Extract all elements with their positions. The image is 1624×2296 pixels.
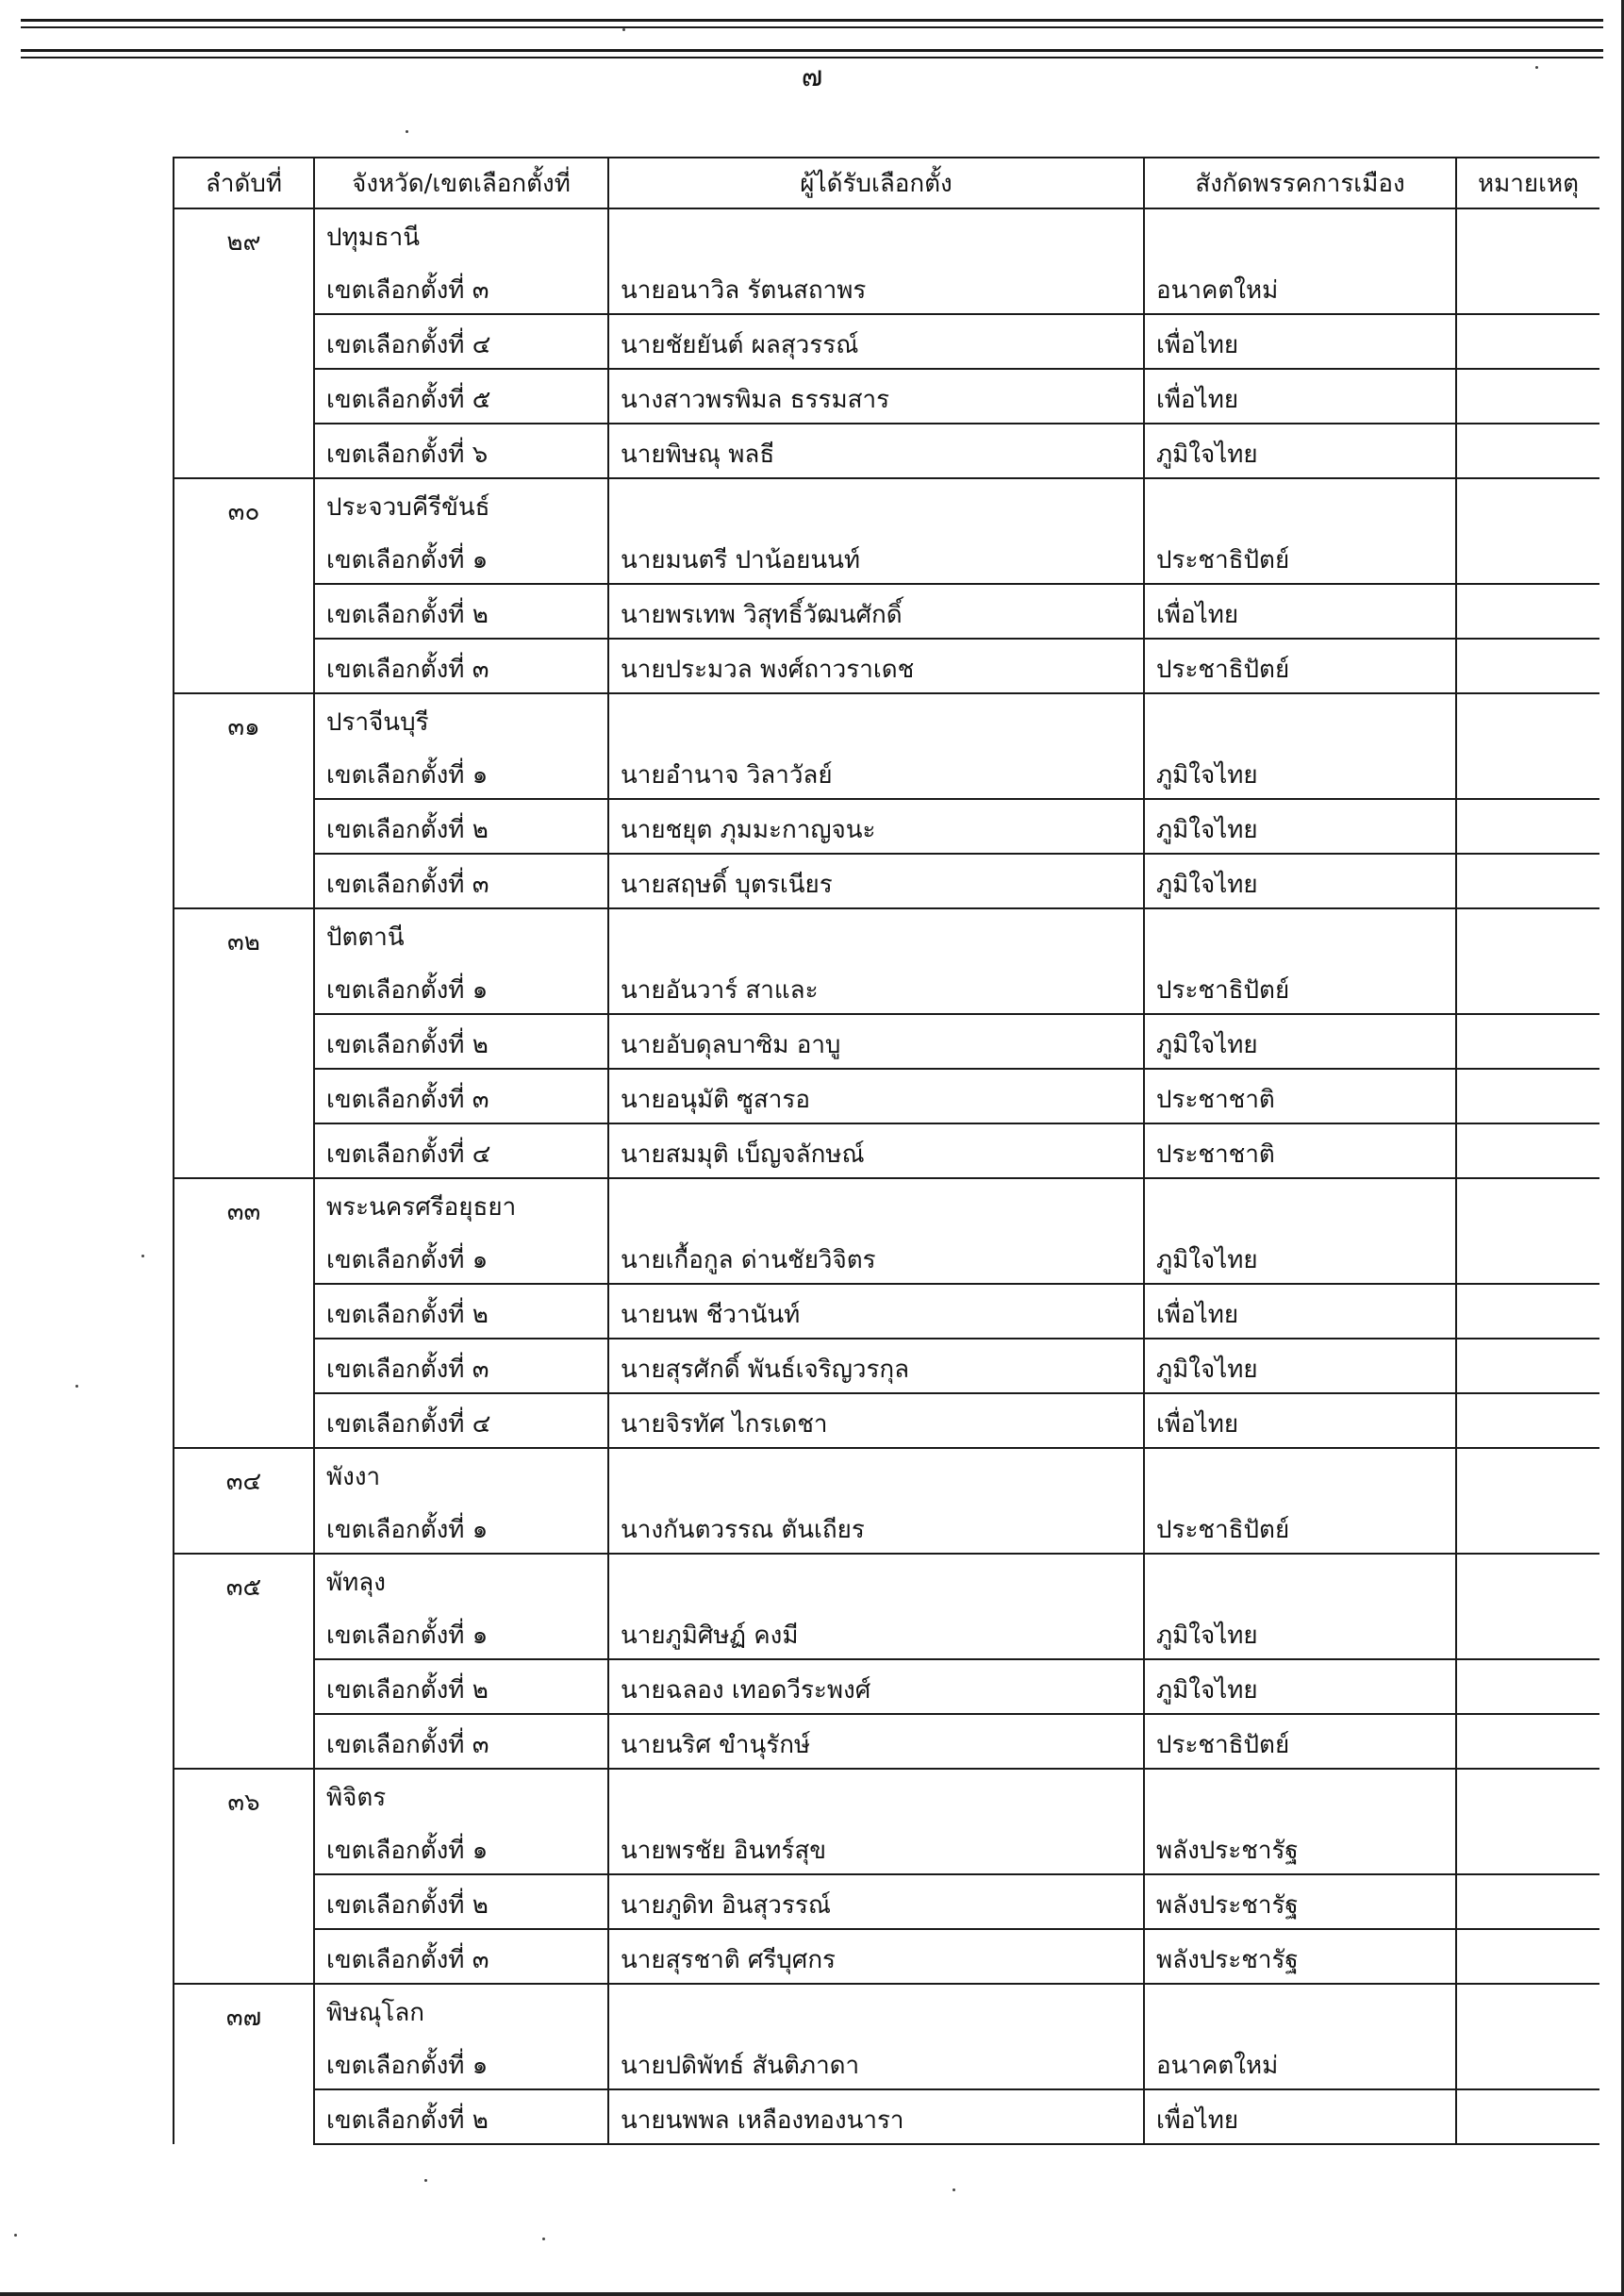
elected-name-cell: นายสุรศักดิ์ พันธ์เจริญวรกุล (608, 1339, 1144, 1393)
remark-cell (1456, 908, 1599, 960)
party-cell: อนาคตใหม่ (1144, 2036, 1456, 2089)
province-row (174, 1984, 1599, 2036)
table-row (174, 960, 1599, 1014)
district-cell: เขตเลือกตั้งที่ ๑ (314, 960, 608, 1014)
district-cell: เขตเลือกตั้งที่ ๕ (314, 369, 608, 424)
elected-name-cell: นายอันวาร์ สาและ (608, 960, 1144, 1014)
blank-cell (1144, 1984, 1456, 2036)
blank-cell (608, 1448, 1144, 1500)
party-cell: พลังประชารัฐ (1144, 1821, 1456, 1874)
scan-edge-bottom (0, 2292, 1624, 2296)
order-number: ๓๕ (174, 1554, 314, 1769)
table-row (174, 854, 1599, 908)
party-cell: ประชาชาติ (1144, 1069, 1456, 1123)
district-cell: เขตเลือกตั้งที่ ๑ (314, 530, 608, 584)
elected-name-cell: นางสาวพรพิมล ธรรมสาร (608, 369, 1144, 424)
elected-name-cell: นายประมวล พงศ์ถาวราเดช (608, 639, 1144, 693)
remark-cell (1456, 1230, 1599, 1284)
elected-name-cell: นายภูมิศิษฏ์ คงมี (608, 1606, 1144, 1659)
elected-name-cell: นายสฤษดิ์ บุตรเนียร (608, 854, 1144, 908)
party-cell: เพื่อไทย (1144, 1284, 1456, 1339)
blank-cell (1144, 693, 1456, 745)
elected-name-cell: นายปดิพัทธ์ สันติภาดา (608, 2036, 1144, 2089)
party-cell: ประชาธิปัตย์ (1144, 1500, 1456, 1554)
scan-speck (622, 28, 625, 31)
header-province-district: จังหวัด/เขตเลือกตั้งที่ (314, 158, 608, 208)
province-name: พังงา (314, 1448, 608, 1500)
remark-cell (1456, 1874, 1599, 1929)
top-rule-1 (21, 19, 1603, 22)
remark-cell (1456, 1123, 1599, 1178)
order-number: ๓๒ (174, 908, 314, 1178)
district-cell: เขตเลือกตั้งที่ ๓ (314, 854, 608, 908)
table-row (174, 1230, 1599, 1284)
remark-cell (1456, 1014, 1599, 1069)
party-cell: พลังประชารัฐ (1144, 1929, 1456, 1984)
district-cell: เขตเลือกตั้งที่ ๓ (314, 1714, 608, 1769)
party-cell: ประชาชาติ (1144, 1123, 1456, 1178)
district-cell: เขตเลือกตั้งที่ ๓ (314, 1339, 608, 1393)
party-cell: ภูมิใจไทย (1144, 424, 1456, 478)
party-cell: อนาคตใหม่ (1144, 260, 1456, 314)
scan-speck (75, 1385, 78, 1388)
party-cell: เพื่อไทย (1144, 1393, 1456, 1448)
table-row (174, 1929, 1599, 1984)
remark-cell (1456, 799, 1599, 854)
table-row (174, 799, 1599, 854)
district-cell: เขตเลือกตั้งที่ ๒ (314, 799, 608, 854)
party-cell: ภูมิใจไทย (1144, 1230, 1456, 1284)
party-cell: ภูมิใจไทย (1144, 1014, 1456, 1069)
remark-cell (1456, 2089, 1599, 2144)
elected-name-cell: นายอับดุลบาซิม อาบู (608, 1014, 1144, 1069)
header-elected: ผู้ได้รับเลือกตั้ง (608, 158, 1144, 208)
province-row (174, 693, 1599, 745)
election-results-table (173, 157, 1599, 2145)
elected-name-cell: นายชัยยันต์ ผลสุวรรณ์ (608, 314, 1144, 369)
district-cell: เขตเลือกตั้งที่ ๓ (314, 260, 608, 314)
party-cell: ภูมิใจไทย (1144, 1339, 1456, 1393)
table-row (174, 1339, 1599, 1393)
table-row (174, 1714, 1599, 1769)
table-row (174, 584, 1599, 639)
table-body (174, 208, 1599, 2144)
remark-cell (1456, 1339, 1599, 1393)
table-row (174, 260, 1599, 314)
blank-cell (608, 693, 1144, 745)
remark-cell (1456, 854, 1599, 908)
district-cell: เขตเลือกตั้งที่ ๒ (314, 1014, 608, 1069)
order-number: ๓๑ (174, 693, 314, 908)
district-cell: เขตเลือกตั้งที่ ๒ (314, 2089, 608, 2144)
province-name: พระนครศรีอยุธยา (314, 1178, 608, 1230)
order-number: ๓๗ (174, 1984, 314, 2144)
district-cell: เขตเลือกตั้งที่ ๓ (314, 1069, 608, 1123)
province-name: พิษณุโลก (314, 1984, 608, 2036)
party-cell: ภูมิใจไทย (1144, 1606, 1456, 1659)
elected-name-cell: นายสุรชาติ ศรีบุศกร (608, 1929, 1144, 1984)
order-number: ๓๖ (174, 1769, 314, 1984)
district-cell: เขตเลือกตั้งที่ ๒ (314, 1284, 608, 1339)
order-number: ๓๔ (174, 1448, 314, 1554)
table-row (174, 424, 1599, 478)
table-row (174, 2089, 1599, 2144)
blank-cell (608, 1178, 1144, 1230)
district-cell: เขตเลือกตั้งที่ ๑ (314, 745, 608, 799)
header-order: ลำดับที่ (174, 158, 314, 208)
district-cell: เขตเลือกตั้งที่ ๒ (314, 1874, 608, 1929)
elected-name-cell: นายอนุมัติ ซูสารอ (608, 1069, 1144, 1123)
elected-name-cell: นายพรเทพ วิสุทธิ์วัฒนศักดิ์ (608, 584, 1144, 639)
remark-cell (1456, 1714, 1599, 1769)
table-row (174, 530, 1599, 584)
table-row (174, 1606, 1599, 1659)
table-row (174, 1123, 1599, 1178)
scan-speck (14, 2234, 17, 2237)
elected-name-cell: นายนริศ ขำนุรักษ์ (608, 1714, 1144, 1769)
table-row (174, 639, 1599, 693)
remark-cell (1456, 1984, 1599, 2036)
elected-name-cell: นายจิรทัศ ไกรเดชา (608, 1393, 1144, 1448)
table-row (174, 1393, 1599, 1448)
table-row (174, 1821, 1599, 1874)
remark-cell (1456, 260, 1599, 314)
party-cell: ประชาธิปัตย์ (1144, 530, 1456, 584)
province-name: ประจวบคีรีขันธ์ (314, 478, 608, 530)
district-cell: เขตเลือกตั้งที่ ๑ (314, 1500, 608, 1554)
province-row (174, 1769, 1599, 1821)
remark-cell (1456, 1554, 1599, 1606)
elected-name-cell: นายอำนาจ วิลาวัลย์ (608, 745, 1144, 799)
order-number: ๓๐ (174, 478, 314, 693)
elected-name-cell: นายมนตรี ปาน้อยนนท์ (608, 530, 1144, 584)
elected-name-cell: นายสมมุติ เบ็ญจลักษณ์ (608, 1123, 1144, 1178)
party-cell: ภูมิใจไทย (1144, 745, 1456, 799)
blank-cell (1144, 1178, 1456, 1230)
province-row (174, 1448, 1599, 1500)
table-row (174, 1284, 1599, 1339)
party-cell: พลังประชารัฐ (1144, 1874, 1456, 1929)
blank-cell (608, 478, 1144, 530)
province-row (174, 1554, 1599, 1606)
remark-cell (1456, 960, 1599, 1014)
table-row (174, 1014, 1599, 1069)
elected-name-cell: นายนพพล เหลืองทองนารา (608, 2089, 1144, 2144)
remark-cell (1456, 1769, 1599, 1821)
order-number: ๒๙ (174, 208, 314, 478)
table-row (174, 2036, 1599, 2089)
province-name: ปัตตานี (314, 908, 608, 960)
district-cell: เขตเลือกตั้งที่ ๖ (314, 424, 608, 478)
remark-cell (1456, 639, 1599, 693)
blank-cell (608, 1554, 1144, 1606)
remark-cell (1456, 530, 1599, 584)
table-row (174, 1500, 1599, 1554)
party-cell: ประชาธิปัตย์ (1144, 960, 1456, 1014)
elected-name-cell: นายเกื้อกูล ด่านชัยวิจิตร (608, 1230, 1144, 1284)
scan-speck (141, 1255, 144, 1257)
remark-cell (1456, 314, 1599, 369)
district-cell: เขตเลือกตั้งที่ ๔ (314, 314, 608, 369)
party-cell: เพื่อไทย (1144, 314, 1456, 369)
table-row (174, 1874, 1599, 1929)
remark-cell (1456, 1393, 1599, 1448)
district-cell: เขตเลือกตั้งที่ ๒ (314, 1659, 608, 1714)
scan-speck (953, 2188, 955, 2191)
elected-name-cell: นายชยุต ภุมมะกาญจนะ (608, 799, 1144, 854)
blank-cell (1144, 208, 1456, 260)
remark-cell (1456, 1284, 1599, 1339)
header-party: สังกัดพรรคการเมือง (1144, 158, 1456, 208)
district-cell: เขตเลือกตั้งที่ ๑ (314, 1230, 608, 1284)
blank-cell (1144, 1769, 1456, 1821)
elected-name-cell: นายอนาวิล รัตนสถาพร (608, 260, 1144, 314)
elected-name-cell: นายพิษณุ พลธี (608, 424, 1144, 478)
page-number: ๗ (801, 60, 823, 93)
remark-cell (1456, 1659, 1599, 1714)
party-cell: เพื่อไทย (1144, 584, 1456, 639)
blank-cell (608, 1984, 1144, 2036)
table-header-row (174, 158, 1599, 208)
district-cell: เขตเลือกตั้งที่ ๑ (314, 1606, 608, 1659)
blank-cell (1144, 908, 1456, 960)
province-name: พิจิตร (314, 1769, 608, 1821)
party-cell: ภูมิใจไทย (1144, 1659, 1456, 1714)
top-rule-2 (21, 26, 1603, 28)
elected-name-cell: นายภูดิท อินสุวรรณ์ (608, 1874, 1144, 1929)
province-row (174, 208, 1599, 260)
table-row (174, 1659, 1599, 1714)
blank-cell (1144, 478, 1456, 530)
header-remark: หมายเหตุ (1456, 158, 1599, 208)
elected-name-cell: นายฉลอง เทอดวีระพงศ์ (608, 1659, 1144, 1714)
blank-cell (608, 208, 1144, 260)
scan-speck (406, 130, 408, 133)
remark-cell (1456, 424, 1599, 478)
blank-cell (608, 1769, 1144, 1821)
party-cell: ประชาธิปัตย์ (1144, 639, 1456, 693)
table-row (174, 314, 1599, 369)
remark-cell (1456, 584, 1599, 639)
remark-cell (1456, 1448, 1599, 1500)
table-row (174, 745, 1599, 799)
district-cell: เขตเลือกตั้งที่ ๓ (314, 1929, 608, 1984)
scan-speck (424, 2179, 427, 2182)
remark-cell (1456, 745, 1599, 799)
party-cell: ประชาธิปัตย์ (1144, 1714, 1456, 1769)
scan-speck (542, 2238, 545, 2240)
remark-cell (1456, 1929, 1599, 1984)
table-row (174, 1069, 1599, 1123)
remark-cell (1456, 369, 1599, 424)
district-cell: เขตเลือกตั้งที่ ๓ (314, 639, 608, 693)
elected-name-cell: นายพรชัย อินทร์สุข (608, 1821, 1144, 1874)
table-row (174, 369, 1599, 424)
blank-cell (608, 908, 1144, 960)
remark-cell (1456, 478, 1599, 530)
remark-cell (1456, 693, 1599, 745)
district-cell: เขตเลือกตั้งที่ ๔ (314, 1393, 608, 1448)
province-name: พัทลุง (314, 1554, 608, 1606)
party-cell: ภูมิใจไทย (1144, 854, 1456, 908)
district-cell: เขตเลือกตั้งที่ ๑ (314, 1821, 608, 1874)
blank-cell (1144, 1448, 1456, 1500)
remark-cell (1456, 1069, 1599, 1123)
party-cell: ภูมิใจไทย (1144, 799, 1456, 854)
elected-name-cell: นางกันตวรรณ ตันเถียร (608, 1500, 1144, 1554)
remark-cell (1456, 2036, 1599, 2089)
province-row (174, 478, 1599, 530)
remark-cell (1456, 1500, 1599, 1554)
remark-cell (1456, 1606, 1599, 1659)
top-rule-3 (21, 49, 1603, 52)
district-cell: เขตเลือกตั้งที่ ๒ (314, 584, 608, 639)
district-cell: เขตเลือกตั้งที่ ๑ (314, 2036, 608, 2089)
party-cell: เพื่อไทย (1144, 369, 1456, 424)
district-cell: เขตเลือกตั้งที่ ๔ (314, 1123, 608, 1178)
province-name: ปทุมธานี (314, 208, 608, 260)
order-number: ๓๓ (174, 1178, 314, 1448)
party-cell: เพื่อไทย (1144, 2089, 1456, 2144)
remark-cell (1456, 1178, 1599, 1230)
remark-cell (1456, 1821, 1599, 1874)
elected-name-cell: นายนพ ชีวานันท์ (608, 1284, 1144, 1339)
province-row (174, 908, 1599, 960)
blank-cell (1144, 1554, 1456, 1606)
remark-cell (1456, 208, 1599, 260)
province-row (174, 1178, 1599, 1230)
province-name: ปราจีนบุรี (314, 693, 608, 745)
